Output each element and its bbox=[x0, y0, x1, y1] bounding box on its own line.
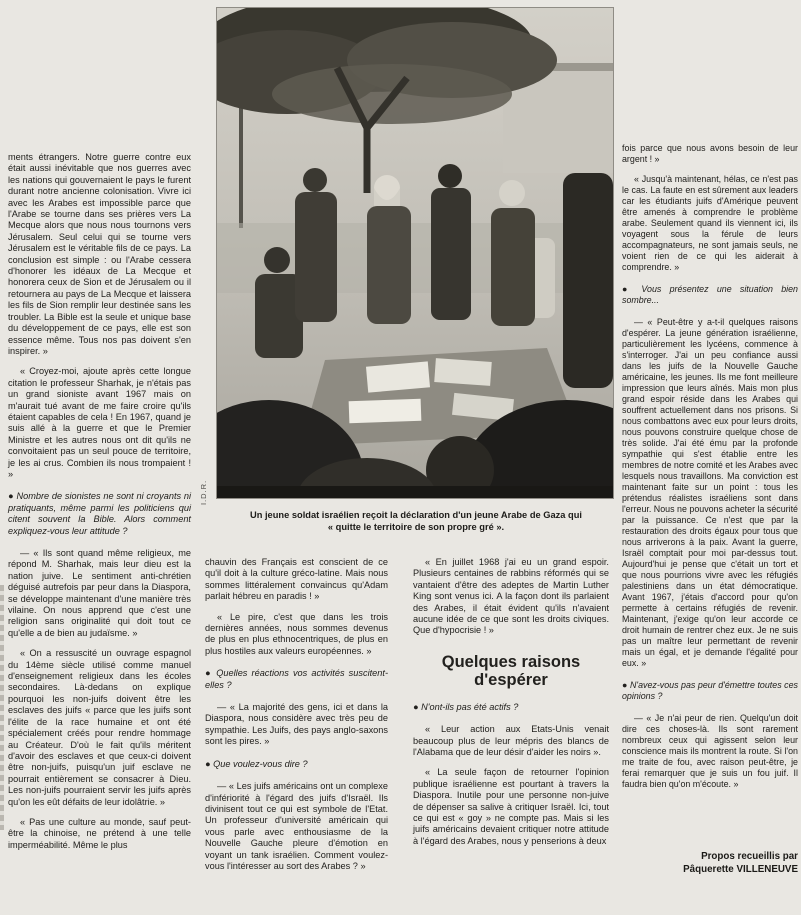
byline bbox=[622, 851, 798, 876]
interview-question: ● Nombre de sionistes ne sont ni croyants ni pratiquants, même parmi les politiciens qui citent souvent la Bible. Alors comment expliquez-vous leur attitude ? bbox=[8, 491, 191, 536]
interview-question: ● N'ont-ils pas été actifs ? bbox=[413, 701, 519, 712]
article-paragraph: — « Peut-être y a-t-il quelques raisons d'espérer. La jeune génération israélienne, particulièrement les lycéens, commence à s'interroger. J'ai un peu confiance aussi dans les juifs de la Nouvelle Gauche américaine, les jeunes. Ils me font meilleure impression que leurs aînés. Mais mon plus grand espoir réside dans les Arabes qui souffrent actuellement dans nos prisons. Si nous combattons avec eux pour leurs droits, nous pouvons construire quelque chose de très solide. J'ai été ému par la profonde sympathie qui s'est établie entre les membres de notre comité et les Arabes avec lesquels nous travaillons. Ma conviction est maintenant faite sur un point : tous les prétendus réalistes israéliens sont dans l'erreur. Nous ne pouvons acheter la sécurité par la puissance. Ce n'est que par la restauration des droits égaux pour tous que nous arriverons à la paix. Avant la guerre, Israël comptait pour moi par-dessus tout. Aujourd'hui je pense que c'était un tort et que nous pourrions vivre avec les réfugiés palestiniens dans un état démocratique. Avant 1967, j'étais d'accord pour qu'on permette à certains réfugiés de revenir. Maintenant, j'exige qu'on leur accorde ce droit humain de rentrer chez eux. Je ne suis pas un maître leur permettant de revenir mais un égal, et je demande l'égalité pour eux. » bbox=[622, 317, 798, 668]
article-paragraph: « En juillet 1968 j'ai eu un grand espoir. Plusieurs centaines de rabbins réformés qui se vantaient d'être des adeptes de Martin Luther King sont venus ici. A la façon dont ils parlaient des Arabes, il était évident qu'ils n'avaient aucune idée de ce que sont les droits civiques. Que d'hypocrisie ! » bbox=[413, 557, 609, 636]
article-paragraph: « Pas une culture au monde, sauf peut-être la chinoise, ne prétend à une telle imperméabilité. Même le plus bbox=[8, 816, 191, 850]
photo-credit: I.D.R. bbox=[199, 479, 208, 505]
article-paragraph: « Croyez-moi, ajoute après cette longue citation le professeur Sharhak, je n'étais pas un grand sioniste avant 1967 mais on m'aurait tué avant de me faire croire qu'ils étaient capables de cela ! En 1967, quand je suis allé à la guerre et que le Premier Ministre et les autres nous ont dit qu'ils ne convoitaient pas un seul pouce de territoire, je les ai crus. Combien ils nous trompaient ! » bbox=[8, 366, 191, 479]
article-paragraph: — « Ils sont quand même religieux, me répond M. Sharhak, mais leur dieu est la nation juive. Le sentiment anti-chrétien déguisé autrefois par peur dans la Diaspora, se développe maintenant d'une manière très vilaine. On nous apprend que c'est une religion sans originalité qui doit tout ce qu'elle a de bien au judaïsme. » bbox=[8, 548, 191, 638]
article-paragraph: — « Les juifs américains ont un complexe d'infériorité à l'égard des juifs d'Israël. Ils divinisent tout ce qui est symbole de l'Etat. Un professeur d'université américain qui vous parle avec enthousiasme de la Nouvelle Gauche pleure d'émotion en voyant un tank israélien. Comment voulez-vous l'intéresser au sort des Arabes ? » bbox=[205, 781, 388, 871]
article-paragraph: « Jusqu'à maintenant, hélas, ce n'est pas le cas. La faute en est sûrement aux leaders car les étudiants juifs d'Amérique peuvent être amenés à comprendre le problème arabe. Seulement quand ils viennent ici, ils voyagent sous la férule de leurs accompagnateurs, ne sont jamais seuls, ne voient rien de ce qui les aiderait à comprendre. » bbox=[622, 174, 798, 272]
photo-caption-line1: Un jeune soldat israélien reçoit la déclaration d'un jeune Arabe de Gaza qui bbox=[250, 510, 582, 520]
article-paragraph: fois parce que nous avons besoin de leur argent ! » bbox=[622, 143, 798, 164]
scan-edge-artifact bbox=[0, 585, 4, 830]
article-paragraph: chauvin des Français est conscient de ce qu'il doit à la culture gréco-latine. Mais nous sommes littéralement convaincus qu'Adam parlait hébreu en paradis ! » bbox=[205, 557, 388, 602]
byline-prefix: Propos recueillis par bbox=[701, 851, 798, 862]
text-column-4 bbox=[622, 143, 798, 799]
article-paragraph: « Leur action aux Etats-Unis venait beaucoup plus de leur mépris des blancs de l'Alabama que de leur désir d'aider les noirs ». bbox=[413, 724, 609, 757]
photo-caption bbox=[227, 509, 605, 533]
article-paragraph: « Le pire, c'est que dans les trois dernières années, nous sommes devenus de plus en plus ethnocentriques, de plus en plus hostiles aux valeurs européennes. » bbox=[205, 611, 388, 656]
article-photo bbox=[217, 8, 613, 498]
photo-illustration bbox=[217, 8, 613, 498]
section-heading: Quelques raisons d'espérer bbox=[441, 652, 581, 690]
text-column-1 bbox=[8, 152, 191, 860]
interview-question: ● Vous présentez une situation bien sombre... bbox=[622, 284, 798, 305]
text-column-2 bbox=[205, 557, 388, 881]
article-paragraph: « On a ressuscité un ouvrage espagnol du 14ème siècle utilisé comme manuel d'enseignement religieux dans les écoles secondaires. Là-dedans on explique pourquoi les non-juifs doivent être les esclaves des juifs « parce que les juifs sont l'élite de la race humaine et ont été spécialement créés pour rendre hommage au Créateur. D'où le fait qu'ils méritent d'avoir des esclaves et que ceux-ci doivent être non-juifs, puisqu'un juif esclave ne pourrait entièrement se consacrer à Dieu. Les non-juifs pourraient servir les juifs après qu'on les eût défaits de leur idolâtrie. » bbox=[8, 648, 191, 807]
interview-question: ● Que voulez-vous dire ? bbox=[205, 758, 308, 769]
article-paragraph: « La seule façon de retourner l'opinion publique israélienne est pourtant à travers la Diaspora. Inutile pour une personne non-juive de dépenser sa salive à critiquer Israël. Ici, tout ce qui est « goy » ne compte pas. Mais si les juifs américains devaient critiquer notre attitude à l'égard des Arabes, nous y penserions à deux bbox=[413, 767, 609, 846]
interview-question: ● N'avez-vous pas peur d'émettre toutes ces opinions ? bbox=[622, 680, 798, 701]
byline-author: Pâquerette VILLENEUVE bbox=[683, 863, 798, 875]
photo-caption-line2: « quitte le territoire de son propre gré ». bbox=[327, 522, 505, 532]
article-paragraph: — « La majorité des gens, ici et dans la Diaspora, nous considère avec très peu de sympathie. Les Juifs, des pays anglo-saxons sont les pires. » bbox=[205, 702, 388, 747]
article-paragraph: — « Je n'ai peur de rien. Quelqu'un doit dire ces choses-là. Ils sont rarement nombreux ceux qui agissent selon leur conscience mais ils montrent la route. Si l'on me traite de fou, avec raison peut-être, je ferai remarquer que je suis un fou juif. Il faudra bien qu'on m'écoute. » bbox=[622, 713, 798, 789]
interview-question: ● Quelles réactions vos activités suscitent-elles ? bbox=[205, 668, 388, 690]
article-paragraph: ments étrangers. Notre guerre contre eux était aussi inévitable que nos guerres avec les nations qui gouvernaient le pays le furent durant notre ancienne colonisation. Vivre ici avec les Arabes est impossible parce que l'Arabe se tourne dans ses prières vers La Mecque alors que nous nous tournons vers Jérusalem. Seul celui qui se tourne vers Jérusalem est le véritable fils de ce pays. La conclusion est simple : ou l'Arabe cessera d'honorer les idéaux de La Mecque et honorera ceux de Sion et de Jérusalem ou il retournera au pays de La Mecque et laissera les fils de Sion remplir leur destinée sans les troubler. La Bible est la seule et unique base du développement de ce pays, elle est son essence même. Tous nos pas doivent s'en inspirer. » bbox=[8, 152, 191, 356]
text-column-3 bbox=[413, 557, 609, 856]
